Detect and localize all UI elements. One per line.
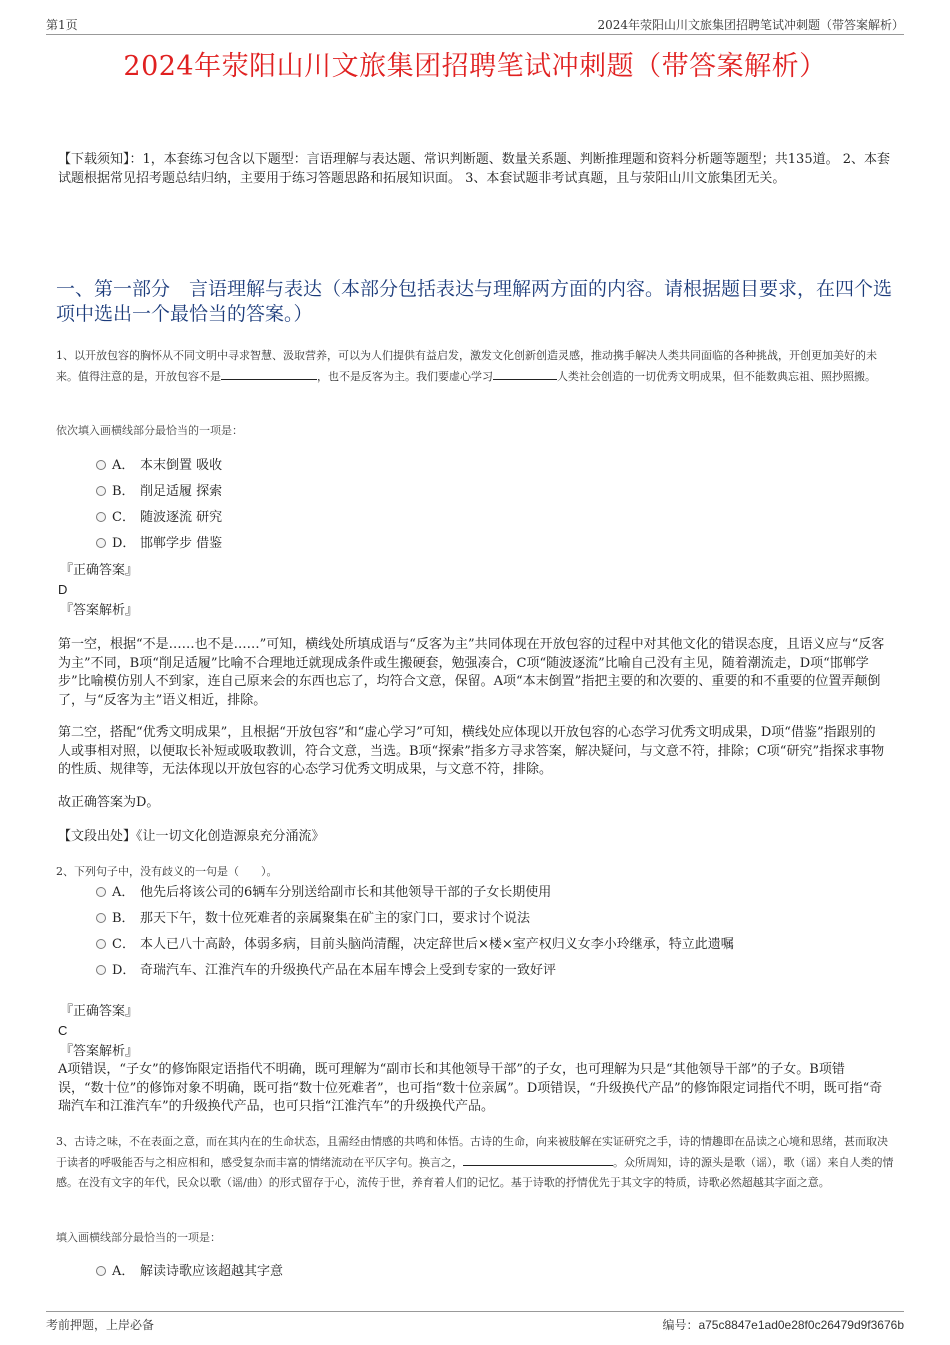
analysis-paragraph: A项错误，“子女”的修饰限定语指代不明确，既可理解为“副市长和其他领导干部”的子女，也可理解为只是“其他领导干部”的子女。B项错误，“数十位”的修饰对象不明确，既可指“数十位死难者”，也可指“数十位亲属”。D项错误，“升级换代产品”的修饰限定词指代不明，既可指“奇瑞汽车和江淮汽车”的升级换代产品，也可只指“江淮汽车”的升级换代产品。 <box>58 1062 883 1114</box>
radio-icon[interactable] <box>96 965 106 975</box>
radio-icon[interactable] <box>96 486 106 496</box>
correct-answer-label: 『正确答案』 <box>60 563 139 578</box>
correct-answer-label: 『正确答案』 <box>60 1004 139 1019</box>
option-a[interactable]: A． 解读诗歌应该超越其字意 <box>96 1259 876 1285</box>
fill-blank <box>493 366 557 380</box>
option-c[interactable]: C． 本人已八十高龄，体弱多病，目前头脑尚清醒，决定辞世后×楼×室产权归义女李小玲继承，特立此遗嘱 <box>96 932 876 958</box>
option-d[interactable]: D． 邯郸学步 借鉴 <box>96 531 876 557</box>
conclusion: 故正确答案为D。 <box>58 795 160 810</box>
footer-slogan: 考前押题，上岸必备 <box>46 1318 155 1332</box>
radio-icon[interactable] <box>96 913 106 923</box>
correct-answer-value: C <box>58 1023 68 1038</box>
correct-answer-value: D <box>58 582 68 597</box>
question-1-options <box>96 453 876 557</box>
question-3-instruction: 填入画横线部分最恰当的一项是： <box>56 1231 221 1244</box>
header-doc-title: 2024年荥阳山川文旅集团招聘笔试冲刺题（带答案解析） <box>597 18 904 32</box>
page-number: 第1页 <box>46 18 78 32</box>
radio-icon[interactable] <box>96 939 106 949</box>
radio-icon[interactable] <box>96 887 106 897</box>
option-a[interactable]: A． 他先后将该公司的6辆车分别送给副市长和其他领导干部的子女长期使用 <box>96 880 876 906</box>
analysis-paragraph: 第一空，根据“不是……也不是……”可知，横线处所填成语与“反客为主”共同体现在开放包容的过程中对其他文化的错误态度，且语义应与“反客为主”不同，B项“削足适履”比喻不合理地迁就现成条件或生搬硬套，勉强凑合，C项“随波逐流”比喻自己没有主见，随着潮流走，D项“邯郸学步”比喻模仿别人不到家，连自己原来会的东西也忘了，均符合文意，保留。A项“本末倒置”指把主要的和次要的、重要的和不重要的位置弄颠倒了，与“反客为主”语义相近，排除。 <box>58 637 885 708</box>
document-title: 2024年荥阳山川文旅集团招聘笔试冲刺题（带答案解析） <box>123 51 827 82</box>
question-3-options <box>96 1259 876 1285</box>
analysis-label: 『答案解析』 <box>60 1044 139 1059</box>
radio-icon[interactable] <box>96 538 106 548</box>
question-1-text: 1、以开放包容的胸怀从不同文明中寻求智慧、汲取营养，可以为人们提供有益启发，激发文化创新创造灵感，推动携手解决人类共同面临的各种挑战，开创更加美好的未来。值得注意的是，开放包容不是 ，也不是反客为主。我们要虚心学习 人类社会创造的一切优秀文明成果，但不能数典忘祖、照抄照搬。 <box>56 349 877 383</box>
source-citation: 【文段出处】《让一切文化创造源泉充分涌流》 <box>58 829 325 844</box>
option-a[interactable]: A． 本末倒置 吸收 <box>96 453 876 479</box>
question-2-text: 2、下列句子中，没有歧义的一句是（ ）。 <box>56 865 278 878</box>
radio-icon[interactable] <box>96 460 106 470</box>
download-notice: 【下载须知】：1，本套练习包含以下题型：言语理解与表达题、常识判断题、数量关系题、判断推理题和资料分析题等题型；共135道。 2、本套试题根据常见招考题总结归纳，主要用于练习答题思路和拓展知识面。 3、本套试题非考试真题，且与荥阳山川文旅集团无关。 <box>58 152 890 186</box>
radio-icon[interactable] <box>96 1266 106 1276</box>
fill-blank <box>221 366 317 380</box>
analysis-label: 『答案解析』 <box>60 603 139 618</box>
footer-code: 编号：a75c8847e1ad0e28f0c26479d9f3676b <box>662 1318 904 1332</box>
option-b[interactable]: B． 削足适履 探索 <box>96 479 876 505</box>
section-title: 一、第一部分 言语理解与表达（本部分包括表达与理解两方面的内容。请根据题目要求，在四个选项中选出一个最恰当的答案。） <box>56 278 893 325</box>
option-c[interactable]: C． 随波逐流 研究 <box>96 505 876 531</box>
analysis-paragraph: 第二空，搭配“优秀文明成果”，且根据“开放包容”和“虚心学习”可知，横线处应体现以开放包容的心态学习优秀文明成果，D项“借鉴”指跟别的人或事相对照，以便取长补短或吸取教训，符合文意，当选。B项“探索”指多方寻求答案，解决疑问，与文意不符，排除；C项“研究”指探求事物的性质、规律等，无法体现以开放包容的心态学习优秀文明成果，与文意不符，排除。 <box>58 725 885 777</box>
question-3-text: 3、古诗之味，不在表面之意，而在其内在的生命状态，且需经由情感的共鸣和体悟。古诗的生命，向来被肢解在实证研究之手，诗的情趣即在品读之心境和思绪，甚而取决于读者的呼吸能否与之相应相和，感受复杂而丰富的情绪流动在平仄字句。换言之， 。众所周知，诗的源头是歌（谣），歌（谣）来自人类的情感。在没有文字的年代，民众以歌（谣/曲）的形式留存于心，流传于世，养育着人们的记忆。基于诗歌的抒情优先于其文字的特质，诗歌必然超越其字面之意。 <box>56 1135 894 1189</box>
question-2-options <box>96 880 876 984</box>
fill-blank <box>463 1152 613 1166</box>
option-d[interactable]: D． 奇瑞汽车、江淮汽车的升级换代产品在本届车博会上受到专家的一致好评 <box>96 958 876 984</box>
page-footer <box>46 1311 904 1334</box>
radio-icon[interactable] <box>96 512 106 522</box>
page-header <box>46 14 904 35</box>
option-b[interactable]: B． 那天下午，数十位死难者的亲属聚集在矿主的家门口，要求讨个说法 <box>96 906 876 932</box>
question-1-instruction: 依次填入画横线部分最恰当的一项是： <box>56 424 243 437</box>
